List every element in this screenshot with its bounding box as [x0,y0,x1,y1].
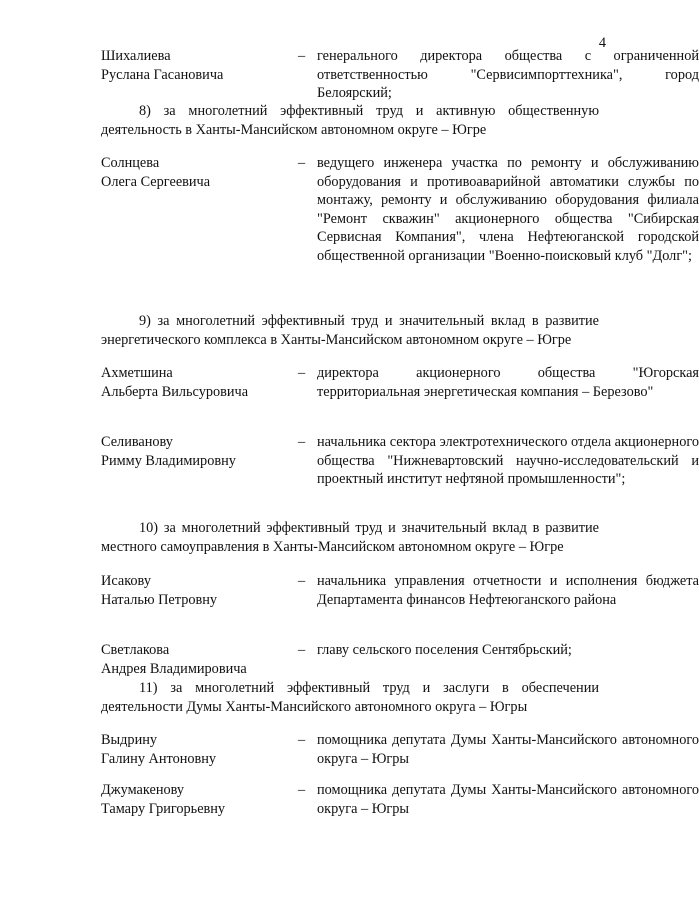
person-position: начальника сектора электротехнического отдела акционерного общества "Нижневартовский научно-исследовательский и проектный институт нефтяной промышленности"; [317,434,699,488]
person-name [101,572,291,609]
section-heading: 9) за многолетний эффективный труд и значительный вклад в развитие энергетического комплекса в Ханты-Мансийском автономном округе – Югре [101,313,599,348]
person-position: главу сельского поселения Сентябрьский; [317,642,572,658]
section-heading: 10) за многолетний эффективный труд и значительный вклад в развитие местного самоуправления в Ханты-Мансийском автономном округе – Югре [101,520,599,555]
person-name [101,781,291,818]
person-first-name: Андрея Владимировича [101,660,247,677]
person-name [101,641,291,678]
dash-separator: – [298,365,306,381]
person-last-name: Шихалиева [101,48,171,64]
dash-separator: – [298,732,306,748]
person-first-name: Руслана Гасановича [101,66,224,83]
section-heading: 11) за многолетний эффективный труд и заслуги в обеспечении деятельности Думы Ханты-Мансийского автономного округа – Югры [101,680,599,715]
person-last-name: Джумакенову [101,782,185,798]
person-last-name: Выдрину [101,732,158,748]
person-first-name: Тамару Григорьевну [101,800,226,817]
person-position: ведущего инженера участка по ремонту и обслуживанию оборудования и противоаварийной автоматики службы по монтажу, ремонту и обслуживанию оборудования филиала "Ремонт скважин" акционерного общества "Сибирская Сервисная Компания", члена Нефтеюганской городской общественной организации "Военно-поисковый клуб "Долг"; [317,155,699,264]
person-position: помощника депутата Думы Ханты-Мансийского автономного округа – Югры [317,782,699,817]
person-first-name: Римму Владимировну [101,452,236,469]
person-last-name: Солнцева [101,155,160,171]
dash-separator: – [298,155,306,171]
person-name [101,364,291,401]
dash-separator: – [298,573,306,589]
dash-separator: – [298,48,306,64]
person-position: помощника депутата Думы Ханты-Мансийского автономного округа – Югры [317,732,699,767]
person-last-name: Селиванову [101,434,173,450]
dash-separator: – [298,782,306,798]
dash-separator: – [298,642,306,658]
person-position: начальника управления отчетности и исполнения бюджета Департамента финансов Нефтеюганского района [317,573,699,608]
person-last-name: Светлакова [101,642,170,658]
person-name [101,47,291,84]
person-position: директора акционерного общества "Югорская территориальная энергетическая компания – Березово" [317,365,699,400]
person-first-name: Альберта Вильсуровича [101,383,249,400]
dash-separator: – [298,434,306,450]
person-last-name: Исакову [101,573,151,589]
section-heading: 8) за многолетний эффективный труд и активную общественную деятельность в Ханты-Мансийском автономном округе – Югре [101,103,599,138]
person-name [101,433,291,470]
person-first-name: Наталью Петровну [101,591,218,608]
person-name [101,154,291,191]
page-number: 4 [598,35,606,51]
person-position: генерального директора общества с ограниченной ответственностью "Сервисимпорттехника", город Белоярский; [317,48,699,102]
person-last-name: Ахметшина [101,365,173,381]
person-name [101,731,291,768]
person-first-name: Галину Антоновну [101,750,217,767]
person-first-name: Олега Сергеевича [101,173,211,190]
